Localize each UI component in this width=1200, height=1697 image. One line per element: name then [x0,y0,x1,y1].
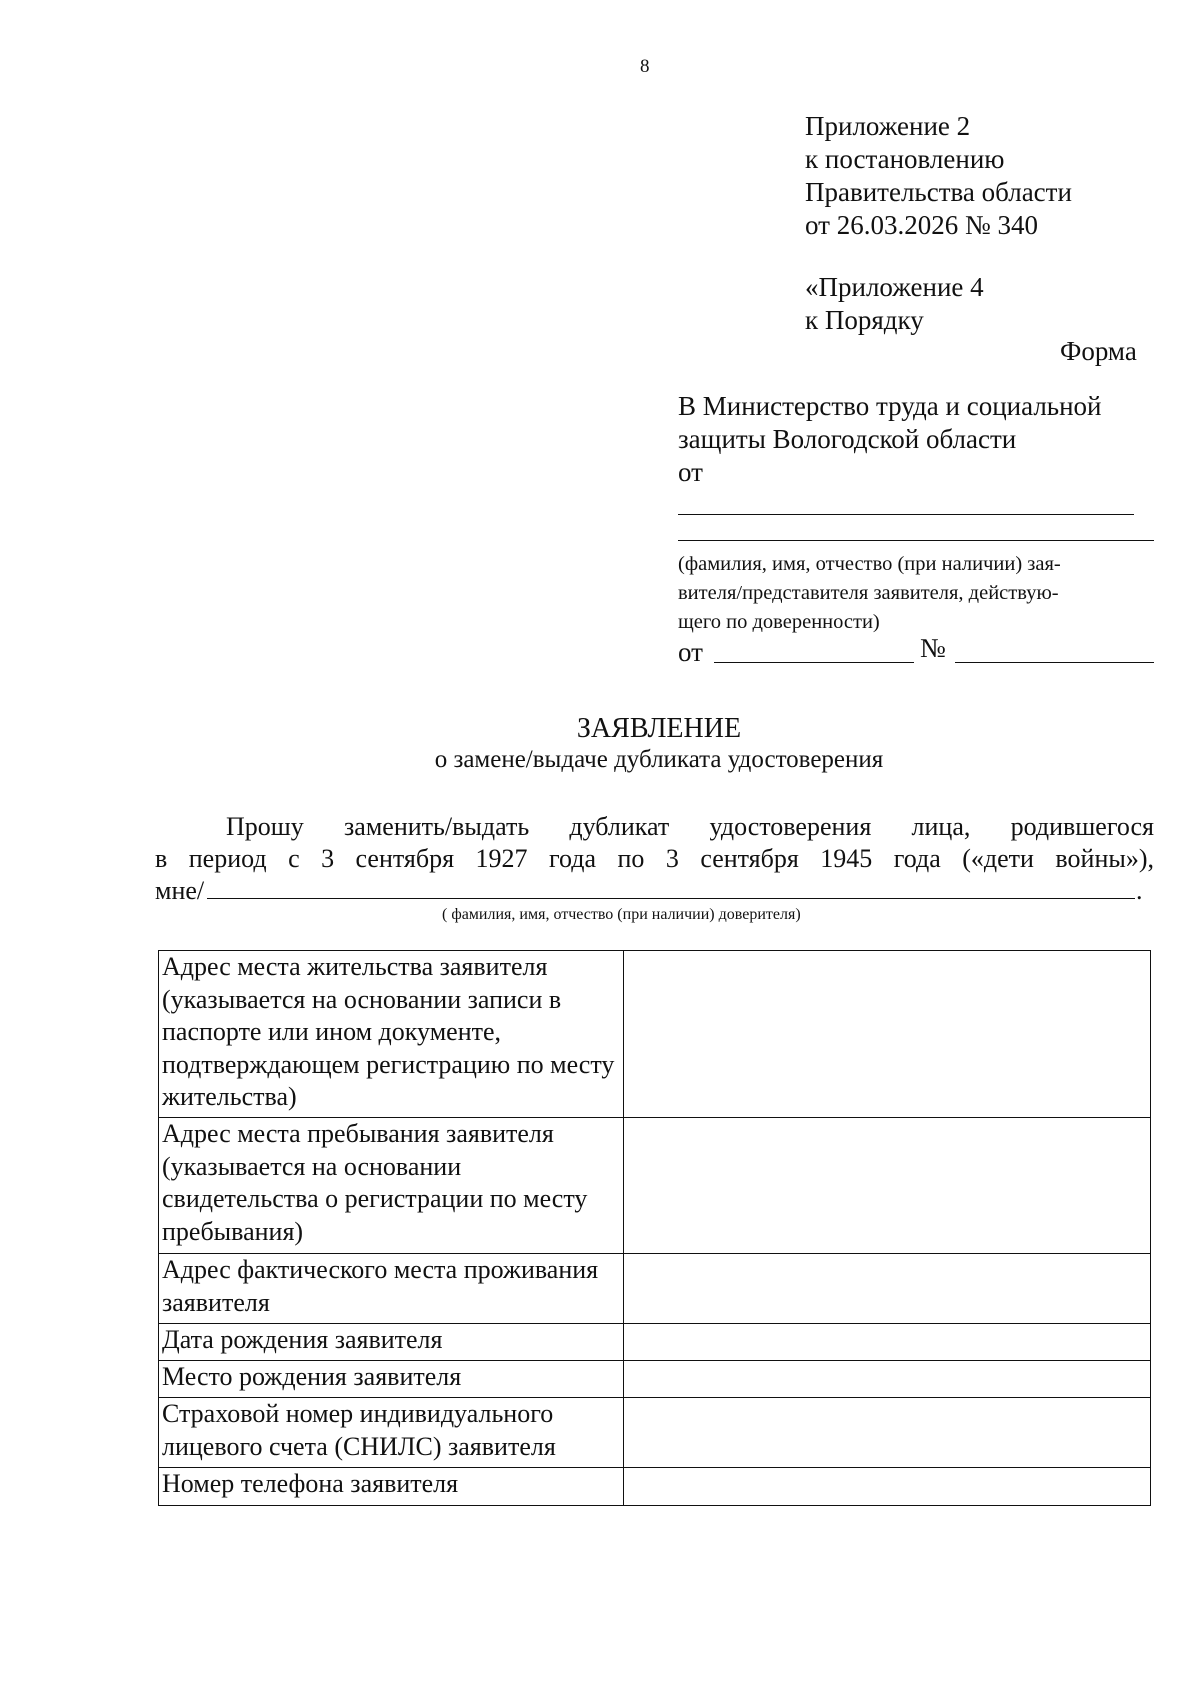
appendix-2-line: Приложение 2 [805,111,971,141]
table-row [159,1254,1151,1324]
table-row [159,1361,1151,1398]
principal-name-hint: ( фамилия, имя, отчество (при наличии) доверителя) [442,906,801,923]
appendix-2-line: Правительства области [805,177,1072,207]
applicant-info-table [158,950,1151,1506]
table-row [159,1468,1151,1506]
table-row-value-field[interactable] [624,1398,1151,1468]
number-sign: № [920,633,946,663]
table-row-label: Номер телефона заявителя [159,1468,624,1506]
addressee-block [678,390,1102,489]
request-line-1: Прошу заменить/выдать дубликат удостоверения лица, родившегося [226,812,1154,841]
applicant-hint [678,550,1061,637]
table-row-label: Место рождения заявителя [159,1361,624,1398]
addressee-from: от [678,457,703,487]
number-field[interactable] [955,662,1154,663]
document-title: ЗАЯВЛЕНИЕ [576,713,742,744]
addressee-line: В Министерство труда и социальной [678,391,1102,421]
request-line-2: в период с 3 сентября 1927 года по 3 сентября 1945 года («дети войны»), [155,844,1154,873]
principal-name-field[interactable] [207,898,1135,899]
table-row-label: Страховой номер индивидуального лицевого счета (СНИЛС) заявителя [159,1398,624,1468]
request-line-3-suffix: . [1136,876,1143,905]
table-row-value-field[interactable] [624,1324,1151,1361]
table-row [159,951,1151,1118]
table-row [159,1398,1151,1468]
appendix-4-line: «Приложение 4 [805,272,984,302]
appendix-4-header [805,271,984,337]
table-row-label: Адрес места жительства заявителя (указывается на основании записи в паспорте или ином документе, подтверждающем регистрацию по месту жительства) [159,951,624,1118]
appendix-2-line: от 26.03.2026 № 340 [805,210,1038,240]
table-row-value-field[interactable] [624,1118,1151,1254]
date-field[interactable] [714,662,914,663]
table-row-label: Адрес фактического места проживания заявителя [159,1254,624,1324]
applicant-hint-line: (фамилия, имя, отчество (при наличии) зая- [678,553,1061,575]
addressee-line: защиты Вологодской области [678,424,1017,454]
table-row-label: Адрес места пребывания заявителя (указывается на основании свидетельства о регистрации по месту пребывания) [159,1118,624,1254]
table-row-label: Дата рождения заявителя [159,1324,624,1361]
document-subtitle: о замене/выдаче дубликата удостоверения [434,746,884,773]
applicant-name-line-2[interactable] [678,540,1154,541]
table-row [159,1118,1151,1254]
request-line-3-prefix: мне/ [155,876,205,905]
applicant-hint-line: щего по доверенности) [678,611,880,633]
table-row [159,1324,1151,1361]
table-row-value-field[interactable] [624,1254,1151,1324]
page-number: 8 [640,56,650,77]
table-row-value-field[interactable] [624,951,1151,1118]
table-row-value-field[interactable] [624,1468,1151,1506]
date-prefix: от [678,637,703,667]
appendix-2-line: к постановлению [805,144,1005,174]
table-row-value-field[interactable] [624,1361,1151,1398]
appendix-2-header [805,110,1072,242]
applicant-hint-line: вителя/представителя заявителя, действую- [678,582,1059,604]
applicant-name-line-1[interactable] [678,514,1134,515]
appendix-4-line: к Порядку [805,305,924,335]
form-label: Форма [1060,336,1137,366]
